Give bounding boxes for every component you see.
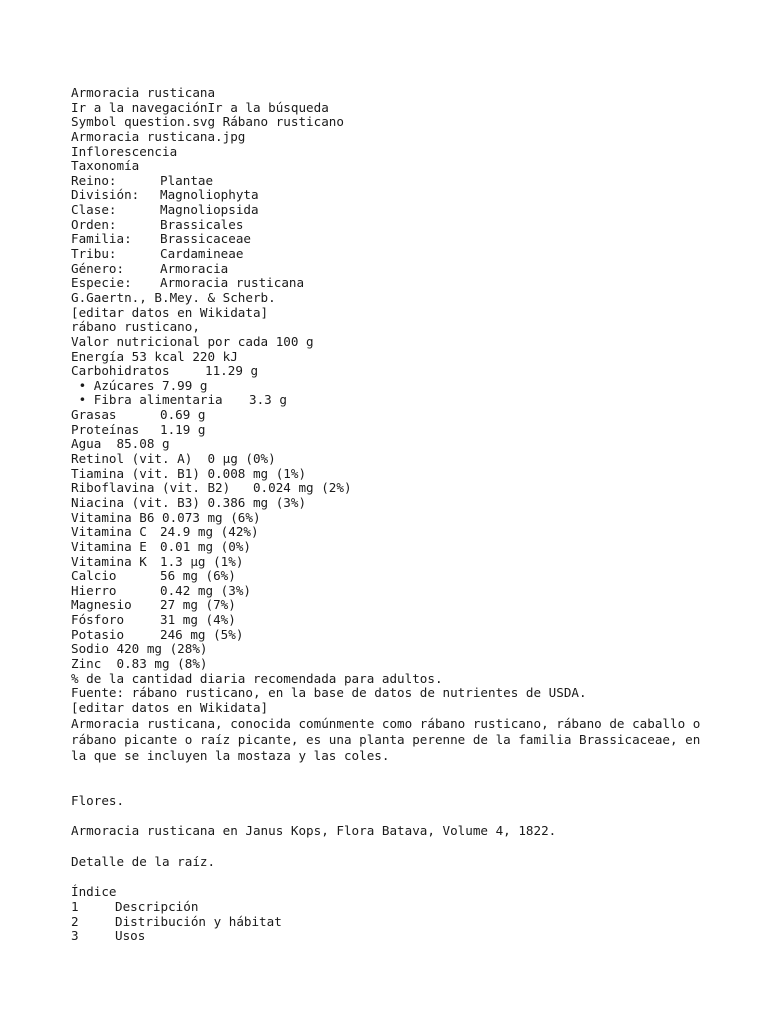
taxon-row <box>71 203 711 218</box>
taxon-value[interactable]: Magnoliophyta <box>160 187 259 203</box>
taxon-value: Armoracia rusticana <box>160 275 305 291</box>
nutrient-label: Grasas <box>71 407 117 423</box>
nutrient-label: Magnesio <box>71 597 132 613</box>
nutrition-fiber <box>71 393 711 408</box>
common-name: rábano rusticano, <box>71 319 200 335</box>
taxon-row <box>71 218 711 233</box>
nutrient-label: Potasio <box>71 626 125 642</box>
edit-wikidata-link[interactable]: [editar datos en Wikidata] <box>71 304 269 320</box>
taxon-row <box>71 276 711 291</box>
nutrition-zinc: Zinc 0.83 mg (8%) <box>71 655 208 671</box>
taxon-value[interactable]: Brassicales <box>160 216 244 232</box>
nutrient-row <box>71 598 711 613</box>
toc-item[interactable] <box>71 929 711 944</box>
nutrient-label: Fósforo <box>71 612 125 628</box>
nutrition-carbs <box>71 364 711 379</box>
nutrition-sodium: Sodio 420 mg (28%) <box>71 641 208 657</box>
figure-caption-kops: Armoracia rusticana en Janus Kops, Flora Batava, Volume 4, 1822. <box>71 823 557 839</box>
nutrition-riboflavin: Riboflavina (vit. B2) 0.024 mg (2%) <box>71 480 352 496</box>
taxon-label: Especie: <box>71 275 132 291</box>
taxon-authority: G.Gaertn., B.Mey. & Scherb. <box>71 289 276 305</box>
nutrient-value: 0.69 g <box>160 407 206 423</box>
nutrient-row <box>71 525 711 540</box>
image-caption: Inflorescencia <box>71 143 178 159</box>
nutrition-energy: Energía 53 kcal 220 kJ <box>71 348 238 364</box>
nutrient-row <box>71 628 711 643</box>
nutrient-label: Vitamina E <box>71 538 147 554</box>
nutrition-sugars: • Azúcares 7.99 g <box>71 377 208 393</box>
nutrient-label: Vitamina C <box>71 524 147 540</box>
nutrient-value: 1.19 g <box>160 421 206 437</box>
toc-heading: Índice <box>71 884 117 900</box>
nutrient-value: 31 mg (4%) <box>160 612 236 628</box>
nutrient-value: 24.9 mg (42%) <box>160 524 259 540</box>
nutrition-retinol: Retinol (vit. A) 0 µg (0%) <box>71 451 276 467</box>
image-file-link[interactable]: Armoracia rusticana.jpg <box>71 128 246 144</box>
nutrient-row <box>71 569 711 584</box>
nutrient-value: 0.42 mg (3%) <box>160 582 251 598</box>
taxon-row <box>71 262 711 277</box>
nutrient-label: Hierro <box>71 582 117 598</box>
taxon-row <box>71 174 711 189</box>
toc-item[interactable] <box>71 915 711 930</box>
toc-label[interactable]: Descripción <box>115 899 199 915</box>
nutrient-value: 0.01 mg (0%) <box>160 538 251 554</box>
nutrient-label: Vitamina K <box>71 553 147 569</box>
nutrition-vit-b6: Vitamina B6 0.073 mg (6%) <box>71 509 261 525</box>
figure-caption-flores: Flores. <box>71 792 125 808</box>
nutrient-value: 3.3 g <box>249 392 287 408</box>
taxon-label: División: <box>71 187 140 203</box>
symbol-line: Symbol question.svg Rábano rusticano <box>71 114 344 130</box>
nutrient-label: Proteínas <box>71 421 140 437</box>
nutrient-label: • Fibra alimentaria <box>71 392 223 408</box>
nutrient-value: 56 mg (6%) <box>160 568 236 584</box>
nutrition-niacin: Niacina (vit. B3) 0.386 mg (3%) <box>71 494 307 510</box>
nutrient-label: Calcio <box>71 568 117 584</box>
nutrient-row <box>71 613 711 628</box>
nutrition-thiamine: Tiamina (vit. B1) 0.008 mg (1%) <box>71 465 307 481</box>
nutrient-label: Carbohidratos <box>71 363 170 379</box>
nutrition-source[interactable]: Fuente: rábano rusticano, en la base de datos de nutrientes de USDA. <box>71 685 587 701</box>
taxon-row <box>71 247 711 262</box>
taxon-label: Tribu: <box>71 246 117 262</box>
nutrition-protein <box>71 423 711 438</box>
nutrition-water: Agua 85.08 g <box>71 436 170 452</box>
nutrition-fat <box>71 408 711 423</box>
taxon-value[interactable]: Cardamineae <box>160 246 244 262</box>
taxon-value[interactable]: Brassicaceae <box>160 231 251 247</box>
taxon-label: Clase: <box>71 202 117 218</box>
figure-caption-raiz: Detalle de la raíz. <box>71 853 216 869</box>
nutrient-value: 11.29 g <box>205 363 259 379</box>
toc-number: 1 <box>71 899 79 915</box>
skip-links[interactable]: Ir a la navegaciónIr a la búsqueda <box>71 99 329 115</box>
toc-label[interactable]: Distribución y hábitat <box>115 913 282 929</box>
nutrition-heading: Valor nutricional por cada 100 g <box>71 333 314 349</box>
taxon-value[interactable]: Armoracia <box>160 260 229 276</box>
toc-label[interactable]: Usos <box>115 928 146 944</box>
taxonomy-heading: Taxonomía <box>71 158 140 174</box>
page-title: Armoracia rusticana <box>71 85 216 100</box>
nutrient-row <box>71 584 711 599</box>
toc-item[interactable] <box>71 900 711 915</box>
nutrient-value: 246 mg (5%) <box>160 626 244 642</box>
article <box>71 86 711 944</box>
taxon-label: Género: <box>71 260 125 276</box>
taxon-row <box>71 188 711 203</box>
nutrient-row <box>71 540 711 555</box>
nutrient-value: 27 mg (7%) <box>160 597 236 613</box>
taxon-label: Reino: <box>71 172 117 188</box>
edit-wikidata-link[interactable]: [editar datos en Wikidata] <box>71 699 269 715</box>
taxon-value[interactable]: Plantae <box>160 172 214 188</box>
nutrient-value: 1.3 µg (1%) <box>160 553 244 569</box>
taxon-value[interactable]: Magnoliopsida <box>160 202 259 218</box>
taxon-label: Orden: <box>71 216 117 232</box>
intro-paragraph: Armoracia rusticana, conocida comúnmente como rábano rusticano, rábano de caballo o rábano picante o raíz picante, es una planta perenne de la familia Brassicaceae, en la que se incluyen la mostaza y las coles. <box>71 715 701 763</box>
toc-number: 3 <box>71 928 79 944</box>
taxon-label: Familia: <box>71 231 132 247</box>
taxon-row <box>71 232 711 247</box>
nutrient-row <box>71 555 711 570</box>
nutrition-note: % de la cantidad diaria recomendada para adultos. <box>71 670 443 686</box>
toc-number: 2 <box>71 913 79 929</box>
